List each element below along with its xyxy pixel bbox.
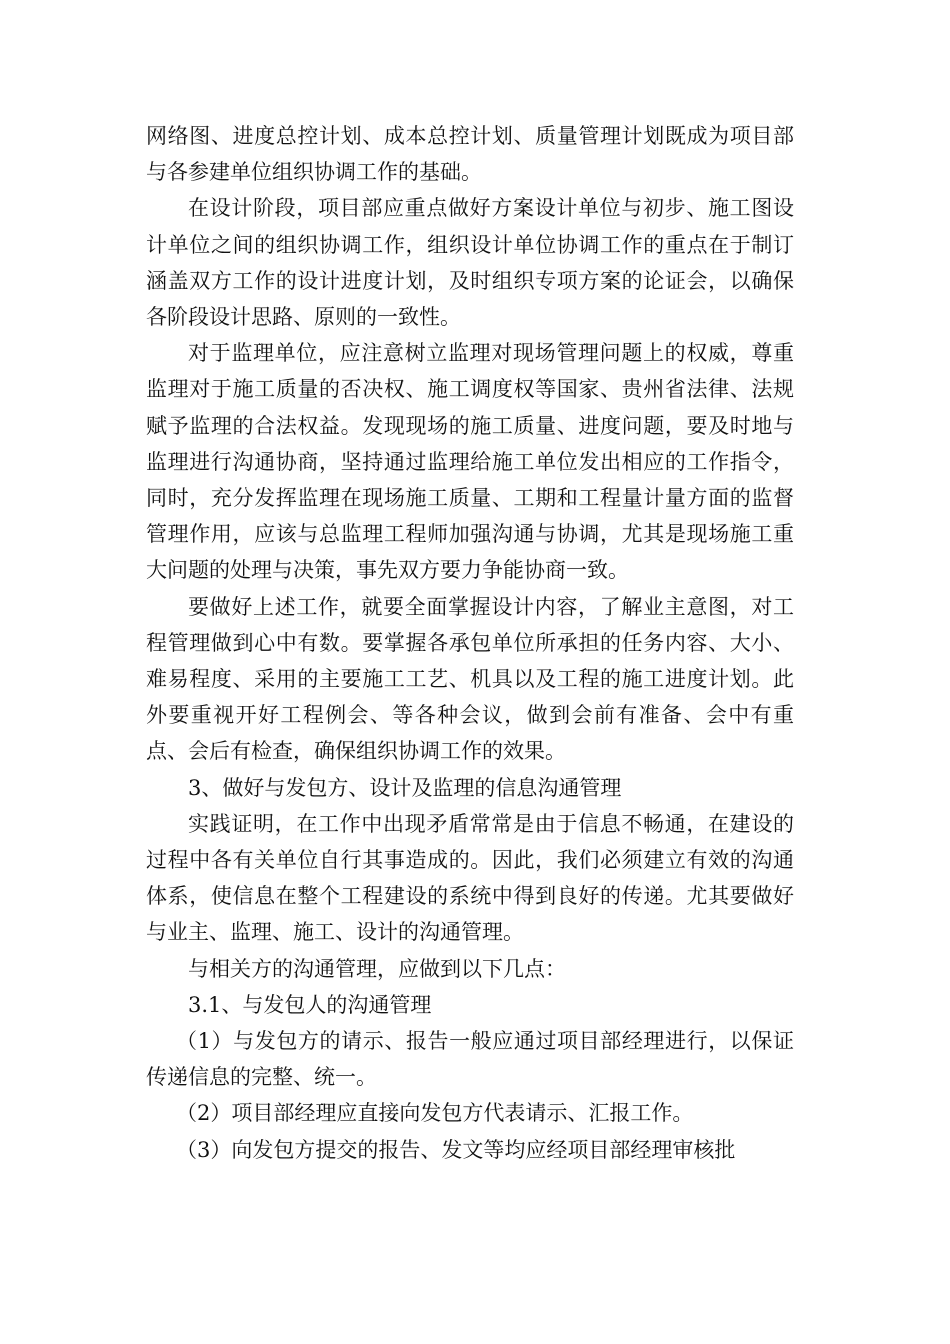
list-item-2: （2）项目部经理应直接向发包方代表请示、汇报工作。 (176, 1101, 694, 1126)
paragraph-practice: 实践证明，在工作中出现矛盾常常是由于信息不畅通，在建设的过程中各有关单位自行其事造成的。因此，我们必须建立有效的沟通体系，使信息在整个工程建设的系统中得到良好的传递。尤其要做好与业主、监理、施工、设计的沟通管理。 (146, 811, 794, 945)
paragraph-continuation: 网络图、进度总控计划、成本总控计划、质量管理计划既成为项目部与各参建单位组织协调工作的基础。 (146, 124, 794, 185)
section-heading-3-1: 3.1、与发包人的沟通管理 (188, 992, 432, 1017)
paragraph-points-intro: 与相关方的沟通管理，应做到以下几点： (188, 956, 566, 981)
list-item-3: （3）向发包方提交的报告、发文等均应经项目部经理审核批 (176, 1137, 736, 1162)
list-item-1: （1）与发包方的请示、报告一般应通过项目部经理进行，以保证传递信息的完整、统一。 (146, 1029, 794, 1090)
paragraph-requirements: 要做好上述工作，就要全面掌握设计内容，了解业主意图，对工程管理做到心中有数。要掌握各承包单位所承担的任务内容、大小、难易程度、采用的主要施工工艺、机具以及工程的施工进度计划。此外要重视开好工程例会、等各种会议，做到会前有准备、会中有重点、会后有检查，确保组织协调工作的效果。 (146, 594, 794, 764)
paragraph-design-stage: 在设计阶段，项目部应重点做好方案设计单位与初步、施工图设计单位之间的组织协调工作，组织设计单位协调工作的重点在于制订涵盖双方工作的设计进度计划，及时组织专项方案的论证会，以确保各阶段设计思路、原则的一致性。 (146, 196, 794, 330)
document-page (146, 118, 794, 1168)
paragraph-supervision: 对于监理单位，应注意树立监理对现场管理问题上的权威，尊重监理对于施工质量的否决权、施工调度权等国家、贵州省法律、法规赋予监理的合法权益。发现现场的施工质量、进度问题，要及时地与监理进行沟通协商，坚持通过监理给施工单位发出相应的工作指令，同时，充分发挥监理在现场施工质量、工期和工程量计量方面的监督管理作用，应该与总监理工程师加强沟通与协调，尤其是现场施工重大问题的处理与决策，事先双方要力争能协商一致。 (146, 341, 794, 583)
section-heading-3: 3、做好与发包方、设计及监理的信息沟通管理 (188, 775, 622, 800)
